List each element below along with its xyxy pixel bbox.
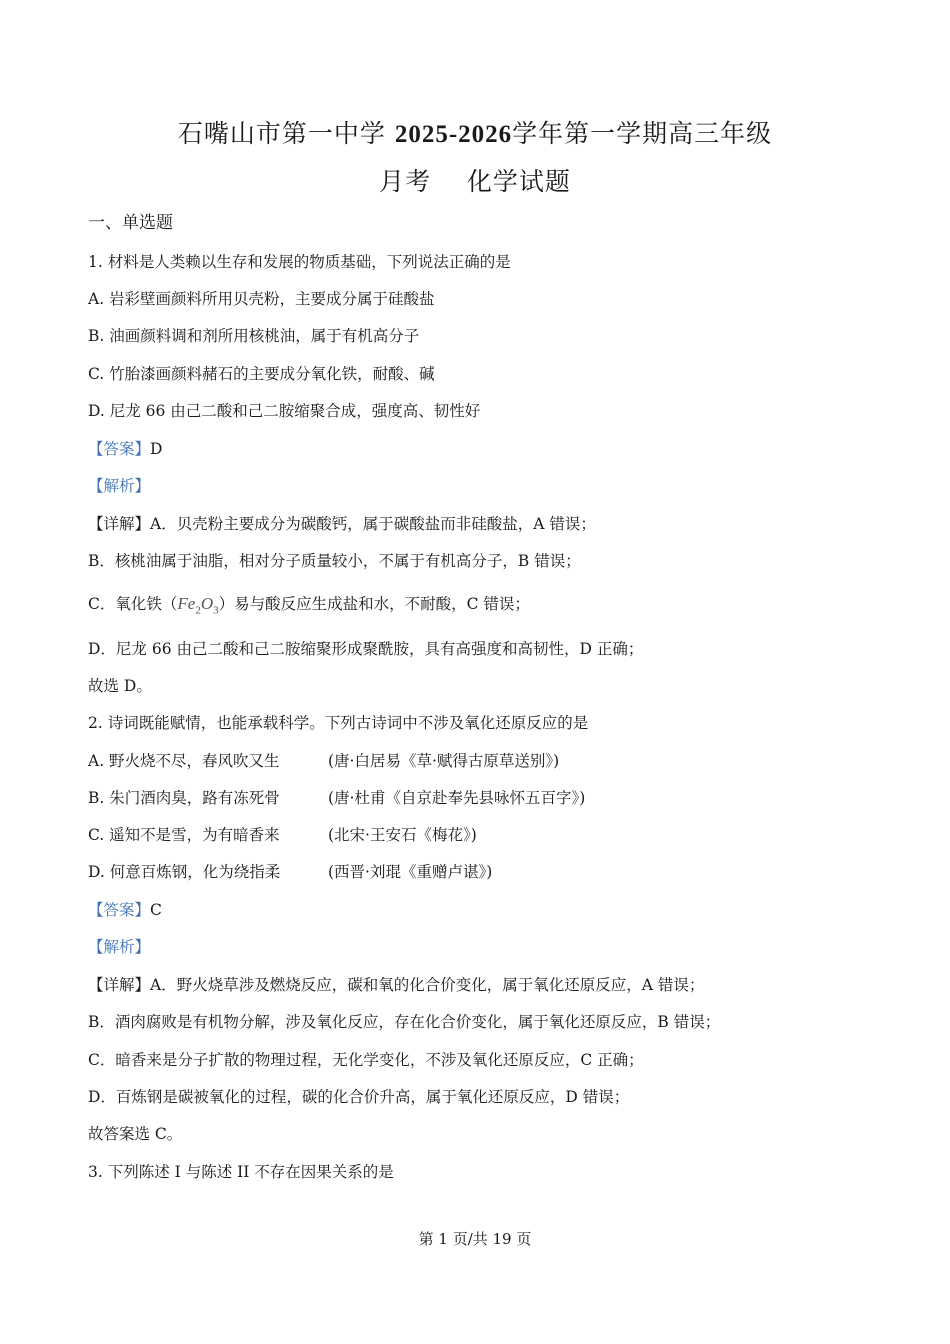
- q2-option-a-source: (唐·白居易《草·赋得古原草送别》): [328, 752, 560, 770]
- q2-option-b-text: B. 朱门酒肉臭，路有冻死骨: [88, 789, 280, 807]
- q1-detail-b: B．核桃油属于油脂，相对分子质量较小，不属于有机高分子，B 错误；: [88, 552, 581, 570]
- q2-stem: 2. 诗词既能赋情，也能承载科学。下列古诗词中不涉及氧化还原反应的是: [88, 714, 589, 732]
- q1-detail-c-pre: C．氧化铁（: [88, 595, 178, 613]
- q2-option-b: [88, 788, 585, 808]
- answer-tag: 【答案】: [88, 901, 151, 919]
- q1-option-c: C. 竹胎漆画颜料赭石的主要成分氧化铁，耐酸、碱: [88, 365, 435, 383]
- q2-option-d: [88, 862, 492, 882]
- q1-option-a: A. 岩彩壁画颜料所用贝壳粉，主要成分属于硅酸盐: [88, 290, 435, 308]
- q1-detail-d: D．尼龙 66 由己二酸和己二胺缩聚形成聚酰胺，具有高强度和高韧性，D 正确；: [88, 640, 644, 658]
- q2-detail-d: D．百炼钢是碳被氧化的过程，碳的化合价升高，属于氧化还原反应，D 错误；: [88, 1088, 630, 1106]
- title-year: 2025-2026: [394, 121, 513, 148]
- page-footer: 第 1 页/共 19 页: [418, 1230, 532, 1248]
- q2-option-b-source: (唐·杜甫《自京赴奉先县咏怀五百字》): [328, 789, 586, 807]
- q1-answer: [88, 439, 162, 459]
- q2-answer: [88, 900, 162, 920]
- q2-option-c: [88, 825, 477, 845]
- q1-detail-a-text: A．贝壳粉主要成分为碳酸钙，属于碳酸盐而非硅酸盐，A 错误；: [150, 515, 596, 533]
- q2-option-a: [88, 751, 559, 771]
- q1-detail-c: [88, 594, 530, 620]
- q1-stem: 1. 材料是人类赖以生存和发展的物质基础，下列说法正确的是: [88, 253, 511, 271]
- answer-tag: 【答案】: [88, 440, 151, 458]
- q1-detail-a: [88, 514, 596, 534]
- q2-detail-b: B．酒肉腐败是有机物分解，涉及氧化反应，存在化合价变化，属于氧化还原反应，B 错误；: [88, 1013, 721, 1031]
- q2-detail-a: [88, 975, 704, 995]
- q1-option-b: B. 油画颜料调和剂所用核桃油，属于有机高分子: [88, 327, 420, 345]
- q2-conclusion: 故答案选 C。: [88, 1125, 183, 1143]
- q1-analysis-tag: 【解析】: [88, 477, 151, 495]
- q2-option-c-source: (北宋·王安石《梅花》): [328, 826, 477, 844]
- q2-detail-a-text: A．野火烧草涉及燃烧反应，碳和氧的化合价变化，属于氧化还原反应，A 错误；: [150, 976, 705, 994]
- q2-answer-value: C: [150, 901, 162, 919]
- detail-tag: 【详解】: [88, 515, 151, 533]
- title-term: 学年第一学期高三年级: [512, 119, 773, 148]
- section-heading: 一、单选题: [88, 213, 173, 233]
- title-school: 石嘴山市第一中学: [177, 119, 386, 148]
- q1-detail-c-post: ）易与酸反应生成盐和水，不耐酸，C 错误；: [218, 595, 530, 613]
- q2-option-c-text: C. 遥知不是雪，为有暗香来: [88, 826, 280, 844]
- q2-detail-c: C．暗香来是分子扩散的物理过程，无化学变化，不涉及氧化还原反应，C 正确；: [88, 1051, 644, 1069]
- document-subtitle: 月考 化学试题: [379, 167, 571, 196]
- q1-answer-value: D: [150, 440, 163, 458]
- q2-option-a-text: A. 野火烧不尽，春风吹又生: [88, 752, 280, 770]
- q2-option-d-source: (西晋·刘琨《重赠卢谌》): [328, 863, 493, 881]
- q1-conclusion: 故选 D。: [88, 677, 152, 695]
- q3-stem: 3. 下列陈述 I 与陈述 II 不存在因果关系的是: [88, 1163, 394, 1181]
- detail-tag: 【详解】: [88, 976, 151, 994]
- fe2o3-formula: $Fe_2O_3$: [177, 594, 219, 617]
- q2-analysis-tag: 【解析】: [88, 938, 151, 956]
- q1-option-d: D. 尼龙 66 由己二酸和己二胺缩聚合成，强度高、韧性好: [88, 402, 481, 420]
- document-title: [0, 114, 950, 150]
- q2-option-d-text: D. 何意百炼钢，化为绕指柔: [88, 863, 281, 881]
